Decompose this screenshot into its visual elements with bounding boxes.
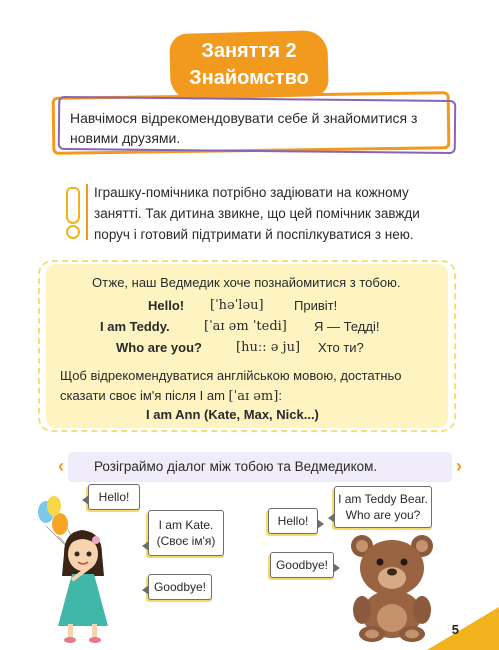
phrase-translation: Хто ти? [318,340,364,355]
phrase-transcription: [ˈaɪ əm ˈtedi] [204,319,287,334]
chevron-left-icon: ‹ [58,456,64,476]
girl-goodbye-bubble [148,574,212,600]
intro-text: Навчімося відрекомендовувати себе й знайомитися з новими друзями. [70,110,418,146]
phrase-transcription: [ˈhəˈləu] [210,298,264,313]
phrase-transcription: [huː: ə ju] [236,340,301,355]
girl-name-hint: (Своє ім'я) [156,534,216,548]
bear-goodbye-text: Goodbye! [275,558,329,572]
bear-intro-text: I am Teddy Bear. [338,492,428,506]
teddy-bear-illustration [348,532,436,642]
lesson-number: Заняття 2 [201,40,297,62]
activity-instruction: Розіграймо діалог між тобою та Ведмедиком. [94,459,378,474]
phrase-translation: Привіт! [294,298,338,313]
girl-goodbye-text: Goodbye! [153,580,207,594]
phrase-translation: Я — Тедді! [314,319,380,334]
balloon-yellow [47,496,61,516]
girl-illustration [32,496,132,646]
girl-hello-bubble [88,484,140,510]
bear-question-text: Who are you? [345,508,421,522]
activity-banner [58,452,462,482]
exclamation-icon [62,187,82,239]
instruction-text: Щоб відрекомендуватися англійською мовою, достатньо сказати своє ім'я після I am [ˈaɪ əm]: [60,368,402,404]
example-phrase: I am Ann (Kate, Max, Nick...) [146,407,319,422]
chevron-right-icon: › [456,456,462,476]
bear-hello-text: Hello! [277,514,309,528]
girl-name-bubble [148,510,224,556]
lesson-topic: Знайомство [189,67,309,89]
bear-goodbye-bubble [270,552,334,578]
bear-hello-bubble [268,508,318,534]
balloon-orange [52,513,68,535]
bear-intro-bubble [334,486,432,528]
dialogue-intro: Отже, наш Ведмедик хоче познайомитися з тобою. [92,275,401,290]
note-divider [86,184,88,240]
teacher-note: Іграшку-помічника потрібно задіювати на кожному занятті. Так дитина звикне, що цей помічник завжди поруч і готовий підтримати й поспілкуватися з нею. [94,185,420,242]
phrase-en: Hello! [148,298,185,313]
page-number: 5 [451,622,459,637]
page-corner-decoration [427,607,499,650]
girl-hello-text: Hello! [98,490,130,504]
girl-name-text: I am Kate. [158,518,214,532]
phrase-en: I am Teddy. [100,319,170,334]
phrase-en: Who are you? [116,340,202,355]
